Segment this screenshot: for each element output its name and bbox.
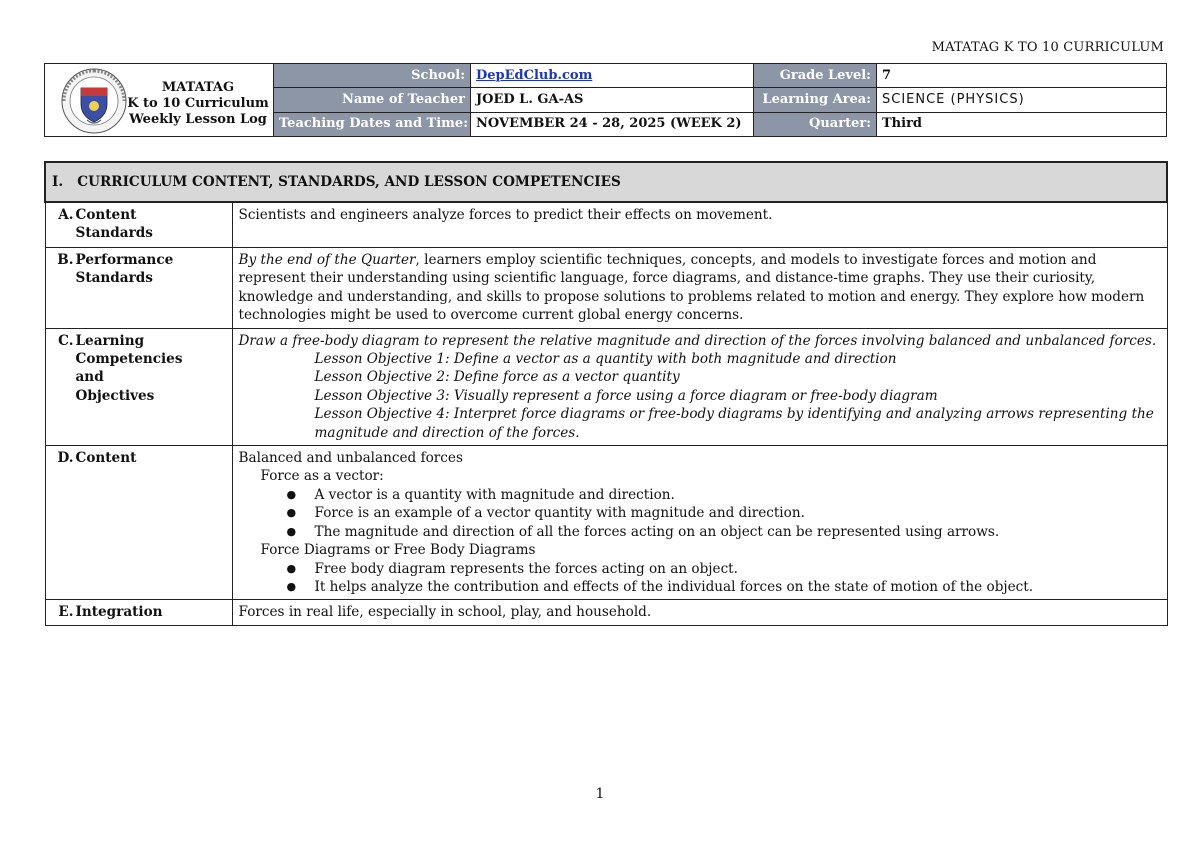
running-header: MATATAG K TO 10 CURRICULUM [931, 40, 1164, 55]
section-title: CURRICULUM CONTENT, STANDARDS, AND LESSON COMPETENCIES [77, 173, 621, 190]
lesson-objective: Lesson Objective 1: Define a vector as a quantity with both magnitude and direction [314, 351, 897, 368]
row-letter: B. [57, 252, 74, 268]
lesson-objective: Lesson Objective 4: Interpret force diagrams or free-body diagrams by identifying and analyzing arrows representing the magnitude and direction of the forces. [314, 406, 1154, 441]
content-text [232, 446, 1167, 600]
row-competencies [45, 328, 1167, 445]
learning-area-label: Learning Area: [754, 88, 877, 112]
row-letter: D. [57, 450, 74, 467]
row-content-standards [45, 202, 1167, 248]
performance-standards-label [45, 248, 232, 329]
logo-cell [45, 64, 274, 137]
label-text: Content [75, 207, 137, 223]
row-performance-standards [45, 248, 1167, 329]
content-standards-label [45, 202, 232, 248]
section-number: I. [52, 173, 64, 190]
logo-line-3: Weekly Lesson Log [129, 112, 267, 127]
competencies-label [45, 328, 232, 445]
label-text: Competencies [75, 351, 183, 368]
dates-label: Teaching Dates and Time: [274, 112, 471, 136]
performance-lead: By the end of the Quarter [238, 252, 416, 268]
curriculum-table [44, 161, 1168, 626]
performance-standards-text [232, 248, 1167, 329]
row-letter: A. [58, 207, 74, 223]
school-value-cell [471, 64, 754, 88]
content-label [45, 446, 232, 600]
label-text: Standards [75, 225, 153, 242]
page-number: 1 [595, 786, 605, 802]
content-title: Balanced and unbalanced forces [238, 450, 463, 467]
content-standards-text: Scientists and engineers analyze forces to predict their effects on movement. [232, 202, 1167, 248]
integration-label [45, 600, 232, 625]
label-text: Learning [75, 332, 145, 349]
section-heading [45, 162, 1167, 202]
dates-value: NOVEMBER 24 - 28, 2025 (WEEK 2) [471, 112, 754, 136]
label-text: Standards [75, 270, 153, 287]
teacher-label: Name of Teacher [274, 88, 471, 112]
logo-line-1: MATATAG [161, 80, 235, 95]
grade-level-value: 7 [877, 64, 1167, 88]
row-integration [45, 600, 1167, 625]
lesson-log-header [44, 63, 1167, 137]
school-label: School: [274, 64, 471, 88]
content-subheading: Force as a vector: [260, 468, 384, 485]
label-text: Content [75, 450, 137, 467]
content-subheading: Force Diagrams or Free Body Diagrams [260, 542, 536, 559]
logo-line-2: K to 10 Curriculum [127, 96, 269, 111]
competencies-text [232, 328, 1167, 445]
label-text: Performance [75, 252, 174, 268]
quarter-label: Quarter: [754, 112, 877, 136]
competency-statement: Draw a free-body diagram to represent the relative magnitude and direction of the forces involving balanced and unbalanced forces. [238, 332, 1157, 349]
bullet-item: ● It helps analyze the contribution and effects of the individual forces on the state of motion of the object. [239, 578, 1161, 596]
grade-level-label: Grade Level: [754, 64, 877, 88]
performance-body: , learners employ scientific techniques, concepts, and models to investigate forces and motion and represent their understanding using scientific language, force diagrams, and distance-time graphs. They use their curiosity, knowledge and understanding, and skills to propose solutions to problems related to motion and energy. They explore how modern technologies might be used to overcome current global energy concerns. [238, 252, 1145, 324]
bullet-item: ● A vector is a quantity with magnitude and direction. [239, 486, 1161, 504]
lesson-objective: Lesson Objective 3: Visually represent a force using a force diagram or free-body diagram [314, 387, 938, 404]
bullet-item: ● Force is an example of a vector quantity with magnitude and direction. [239, 504, 1161, 522]
teacher-value: JOED L. GA-AS [471, 88, 754, 112]
bullet-item: ● Free body diagram represents the forces acting on an object. [239, 560, 1161, 578]
row-letter: E. [58, 604, 74, 621]
lesson-objective: Lesson Objective 2: Define force as a vector quantity [314, 369, 680, 386]
row-content [45, 446, 1167, 600]
label-text: and [75, 369, 104, 386]
logo-title [115, 80, 274, 128]
learning-area-value: SCIENCE (PHYSICS) [877, 88, 1167, 112]
quarter-value: Third [877, 112, 1167, 136]
label-text: Objectives [75, 387, 155, 404]
integration-text: Forces in real life, especially in school, play, and household. [232, 600, 1167, 625]
school-link[interactable]: DepEdClub.com [476, 67, 593, 83]
row-letter: C. [58, 332, 74, 349]
label-text: Integration [75, 604, 163, 621]
bullet-item: ● The magnitude and direction of all the forces acting on an object can be represented using arrows. [239, 523, 1161, 541]
